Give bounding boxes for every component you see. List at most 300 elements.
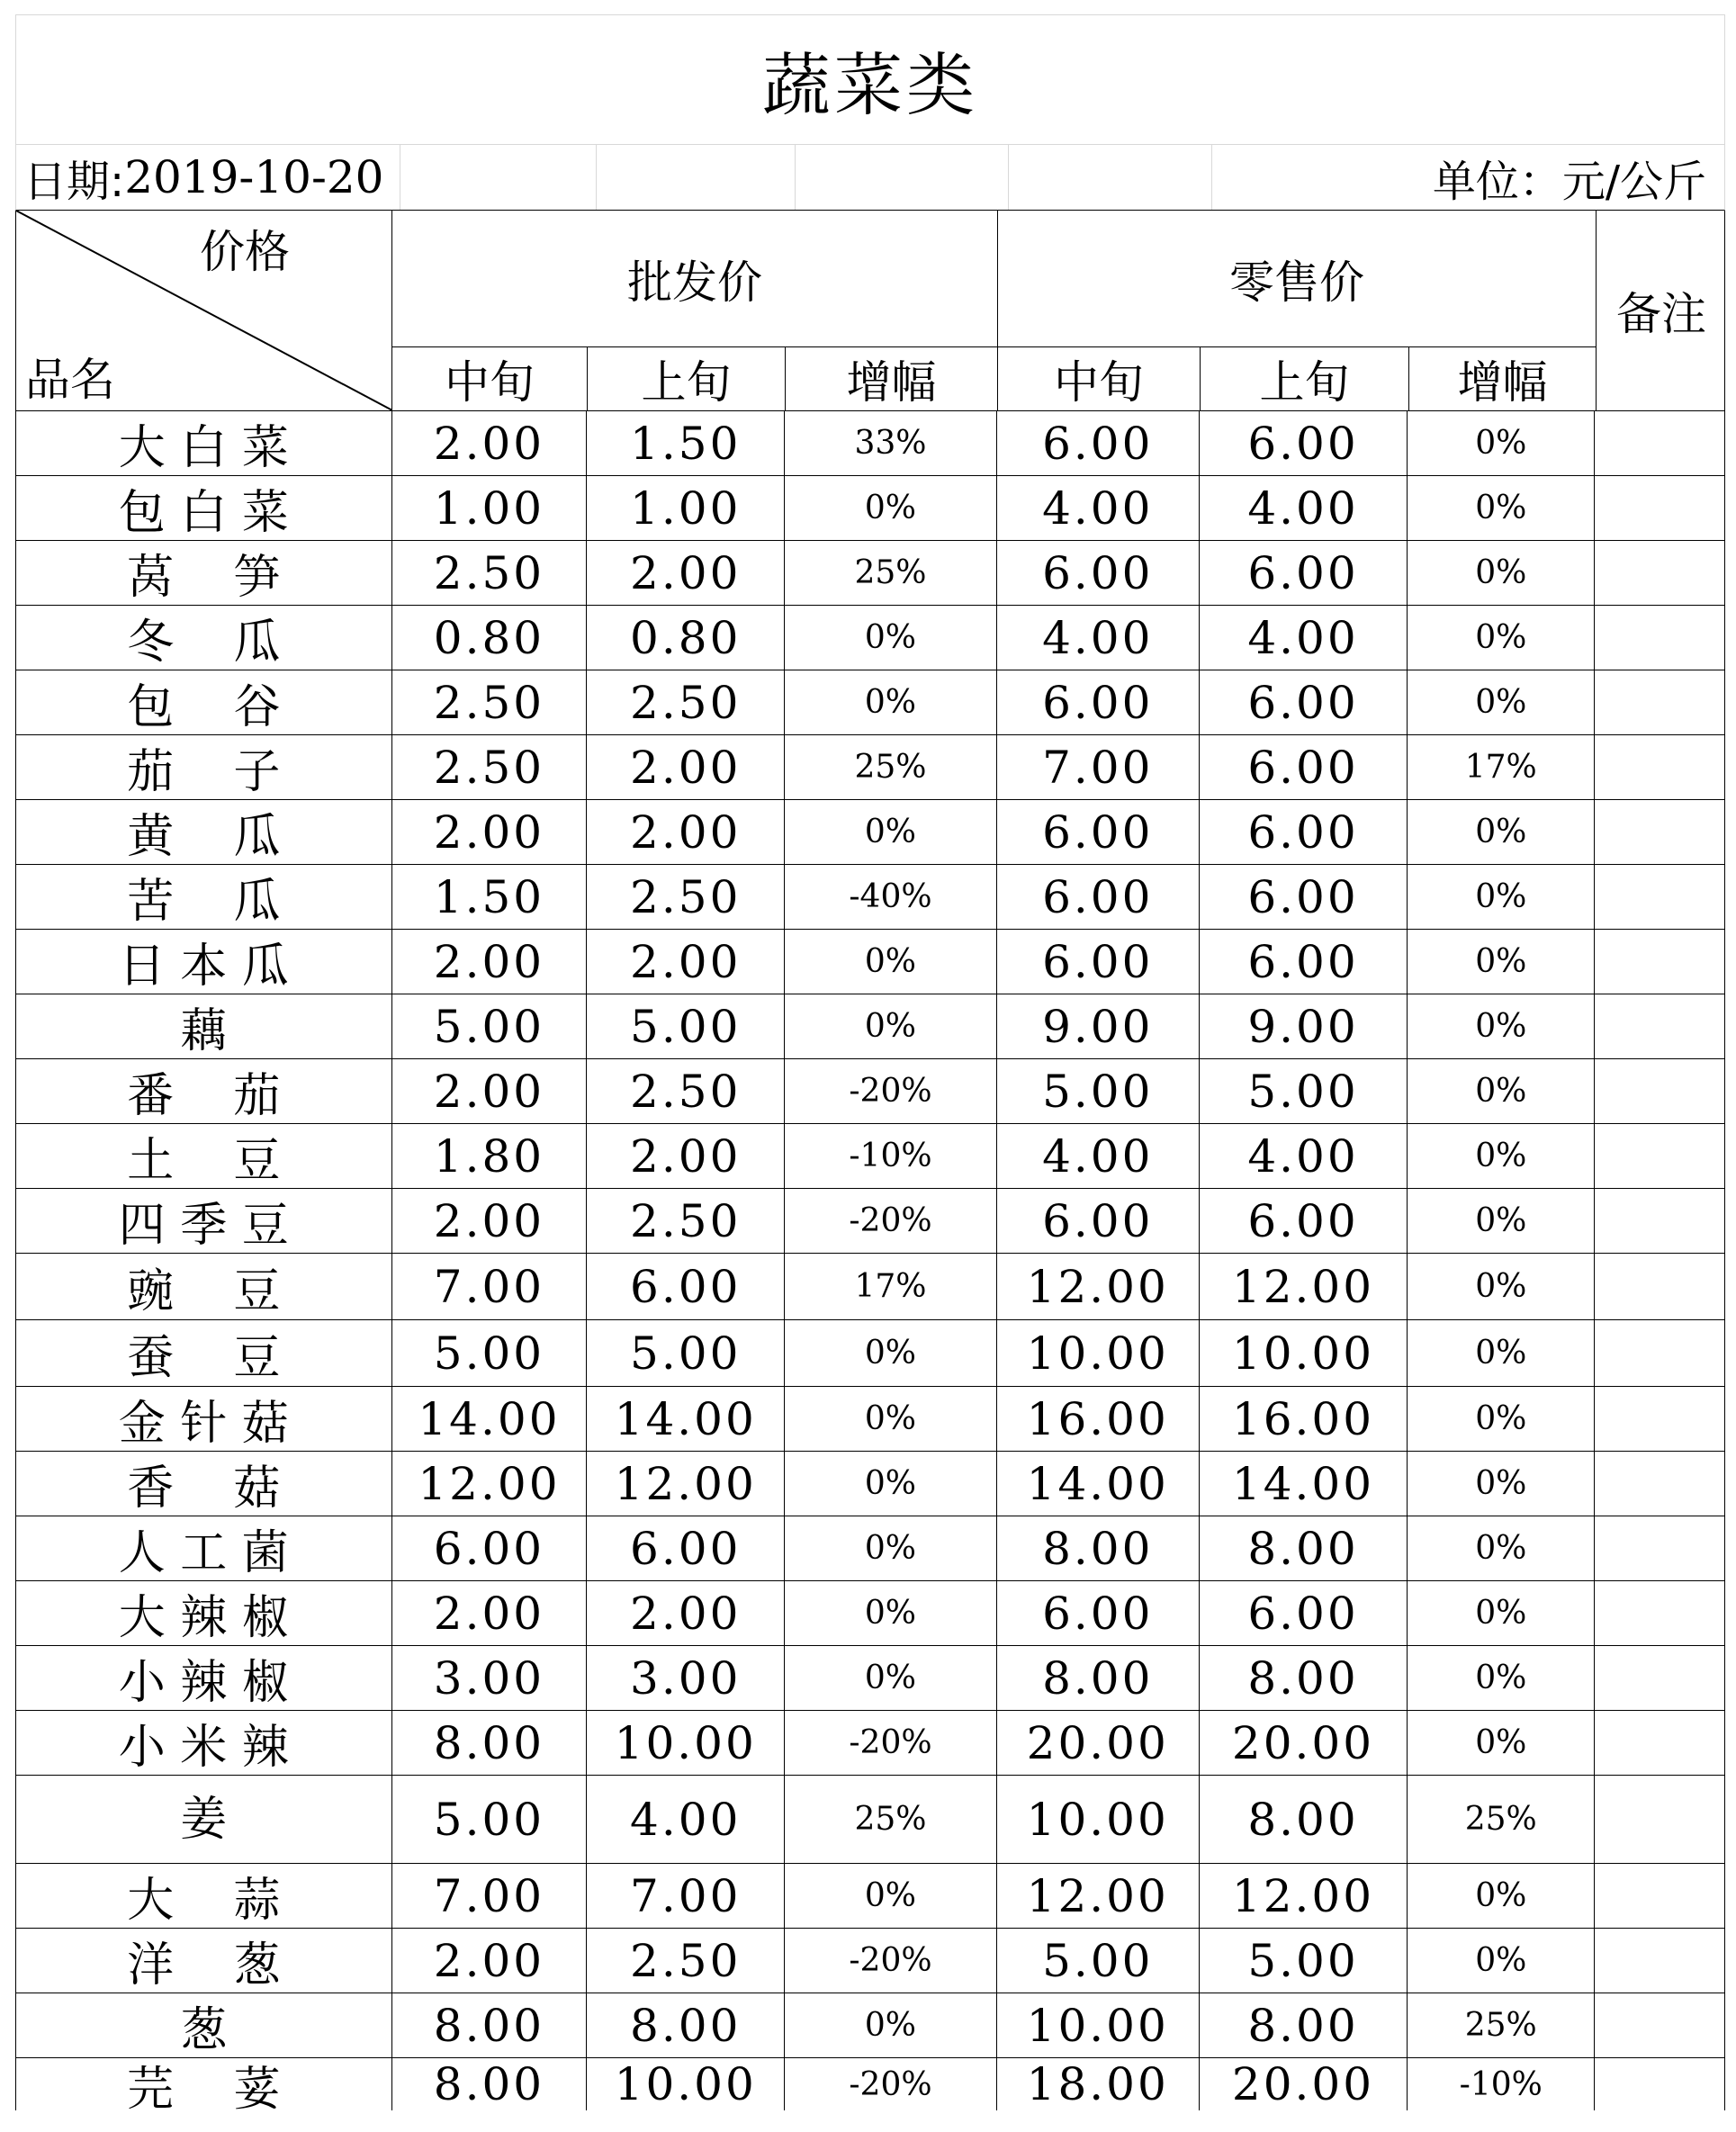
retail-mid-price: 6.00 — [1042, 805, 1154, 859]
table-row — [16, 1929, 1724, 1993]
remark-cell-cell — [1595, 1776, 1724, 1863]
remark-cell-cell — [1595, 476, 1724, 540]
remark-cell-cell — [1595, 2058, 1724, 2110]
retail-mid-price-cell — [997, 1711, 1200, 1775]
wholesale-increase-cell — [785, 1059, 997, 1123]
retail-prev-price: 6.00 — [1247, 676, 1359, 729]
retail-increase: 0% — [1475, 1400, 1527, 1437]
table-row — [16, 1387, 1724, 1452]
wholesale-increase-cell — [785, 1189, 997, 1253]
item-name-cell — [16, 1059, 392, 1123]
wholesale-increase-cell — [785, 1929, 997, 1993]
item-name: 蚕 豆 — [127, 1331, 281, 1385]
retail-increase: 0% — [1475, 1073, 1527, 1110]
table-body — [15, 411, 1725, 2117]
wholesale-increase: 0% — [864, 684, 917, 721]
wholesale-prev-price-cell — [587, 1993, 785, 2057]
remark-cell-cell — [1595, 541, 1724, 605]
wholesale-increase-cell — [785, 541, 997, 605]
sheet-title: 蔬菜类 — [762, 45, 978, 125]
date-value: 2019-10-20 — [124, 151, 384, 203]
retail-mid-price-cell — [997, 994, 1200, 1058]
retail-increase-cell — [1408, 1776, 1595, 1863]
wholesale-prev-price: 8.00 — [630, 1999, 742, 2052]
item-name-cell — [16, 800, 392, 864]
item-name: 洋 葱 — [127, 1939, 281, 1993]
retail-prev-price: 6.00 — [1247, 1194, 1359, 1247]
wholesale-mid-price-cell — [392, 411, 588, 475]
retail-increase: 0% — [1475, 943, 1527, 980]
wholesale-mid-price: 2.00 — [433, 417, 545, 470]
retail-prev-price: 6.00 — [1247, 805, 1359, 859]
item-name-cell — [16, 411, 392, 475]
item-name-cell — [16, 1516, 392, 1580]
wholesale-mid-price-cell — [392, 1711, 588, 1775]
wholesale-prev-price: 2.00 — [630, 805, 742, 859]
retail-increase: 0% — [1475, 554, 1527, 591]
table-row — [16, 670, 1724, 735]
wholesale-prev-price-cell — [587, 1516, 785, 1580]
wholesale-mid-price: 14.00 — [418, 1392, 561, 1445]
retail-increase-cell — [1408, 1581, 1595, 1645]
wholesale-increase: 0% — [864, 1465, 917, 1502]
wholesale-prev-price-cell — [587, 800, 785, 864]
wholesale-increase-cell — [785, 1516, 997, 1580]
item-name-cell — [16, 1646, 392, 1710]
retail-increase-cell — [1408, 1711, 1595, 1775]
retail-prev-price: 8.00 — [1247, 1522, 1359, 1575]
title-row — [15, 14, 1725, 145]
retail-mid-price: 7.00 — [1042, 741, 1154, 794]
wholesale-increase-cell — [785, 865, 997, 929]
wholesale-mid-price-cell — [392, 476, 588, 540]
item-name: 茄 子 — [127, 745, 281, 799]
retail-prev-price-cell — [1200, 1320, 1408, 1386]
wholesale-prev-price-cell — [587, 1387, 785, 1451]
remark-cell-cell — [1595, 1320, 1724, 1386]
item-name: 小 米 辣 — [118, 1721, 289, 1775]
wholesale-mid-header: 中旬 — [392, 347, 588, 410]
retail-increase-cell — [1408, 1452, 1595, 1516]
item-name: 冬 瓜 — [127, 616, 281, 670]
retail-mid-price-cell — [997, 1452, 1200, 1516]
item-name: 土 豆 — [127, 1134, 281, 1188]
wholesale-increase-cell — [785, 1254, 997, 1319]
retail-increase: 0% — [1475, 878, 1527, 915]
item-name-cell — [16, 735, 392, 799]
wholesale-prev-price: 1.50 — [630, 417, 742, 470]
wholesale-prev-price-cell — [587, 1189, 785, 1253]
retail-mid-price: 8.00 — [1042, 1651, 1154, 1705]
table-row — [16, 930, 1724, 994]
retail-mid-price-cell — [997, 541, 1200, 605]
retail-mid-price-cell — [997, 2058, 1200, 2110]
wholesale-mid-price: 7.00 — [433, 1869, 545, 1922]
retail-prev-price: 5.00 — [1247, 1934, 1359, 1987]
retail-mid-price-cell — [997, 1864, 1200, 1928]
retail-mid-price-cell — [997, 1059, 1200, 1123]
wholesale-increase-cell — [785, 1864, 997, 1928]
wholesale-increase: -40% — [849, 878, 932, 915]
wholesale-mid-price-cell — [392, 994, 588, 1058]
wholesale-mid-price: 5.00 — [433, 1000, 545, 1053]
price-sheet — [15, 14, 1725, 2117]
wholesale-increase-cell — [785, 735, 997, 799]
retail-mid-price-cell — [997, 1646, 1200, 1710]
wholesale-mid-price: 2.00 — [433, 935, 545, 988]
wholesale-prev-price-cell — [587, 2058, 785, 2110]
retail-prev-price-cell — [1200, 930, 1408, 994]
wholesale-mid-price: 8.00 — [433, 2058, 545, 2110]
empty-cell — [400, 145, 597, 210]
wholesale-prev-price: 0.80 — [630, 611, 742, 664]
wholesale-increase-cell — [785, 411, 997, 475]
wholesale-prev-price-cell — [587, 1254, 785, 1319]
retail-increase-cell — [1408, 1646, 1595, 1710]
item-name-cell — [16, 1864, 392, 1928]
retail-mid-price: 6.00 — [1042, 676, 1154, 729]
item-name-cell — [16, 1581, 392, 1645]
item-name-cell — [16, 1993, 392, 2057]
remark-cell-cell — [1595, 1646, 1724, 1710]
retail-increase-cell — [1408, 930, 1595, 994]
table-row — [16, 1993, 1724, 2058]
wholesale-increase: 0% — [864, 1877, 917, 1914]
wholesale-increase: -20% — [849, 1202, 932, 1239]
retail-increase: 0% — [1475, 1268, 1527, 1305]
wholesale-increase: 25% — [854, 749, 927, 786]
wholesale-prev-price-cell — [587, 1581, 785, 1645]
wholesale-mid-price-cell — [392, 1646, 588, 1710]
retail-prev-price-cell — [1200, 865, 1408, 929]
wholesale-mid-price: 3.00 — [433, 1651, 545, 1705]
retail-mid-price-cell — [997, 1189, 1200, 1253]
retail-prev-price-cell — [1200, 1387, 1408, 1451]
retail-mid-price: 20.00 — [1026, 1716, 1169, 1769]
retail-prev-price-cell — [1200, 606, 1408, 670]
wholesale-mid-price: 1.00 — [433, 481, 545, 535]
wholesale-prev-price-cell — [587, 1929, 785, 1993]
retail-mid-price: 18.00 — [1026, 2058, 1169, 2110]
retail-mid-price-cell — [997, 735, 1200, 799]
wholesale-prev-price: 2.50 — [630, 1065, 742, 1118]
wholesale-mid-price-cell — [392, 1124, 588, 1188]
unit-label: 单位：元/公斤 — [1432, 156, 1706, 207]
retail-mid-price-cell — [997, 1516, 1200, 1580]
wholesale-prev-price: 2.00 — [630, 1129, 742, 1183]
retail-increase: 0% — [1475, 814, 1527, 850]
wholesale-increase-cell — [785, 800, 997, 864]
item-name: 豌 豆 — [127, 1264, 281, 1318]
wholesale-prev-price-cell — [587, 411, 785, 475]
retail-prev-price-cell — [1200, 670, 1408, 734]
table-row — [16, 541, 1724, 606]
table-row — [16, 1320, 1724, 1387]
wholesale-increase: -20% — [849, 1724, 932, 1761]
remark-cell-cell — [1595, 1581, 1724, 1645]
wholesale-mid-price: 2.00 — [433, 1194, 545, 1247]
item-name-cell — [16, 606, 392, 670]
retail-mid-price-cell — [997, 1776, 1200, 1863]
retail-prev-price: 6.00 — [1247, 870, 1359, 923]
retail-prev-price: 12.00 — [1231, 1869, 1375, 1922]
retail-prev-price: 16.00 — [1231, 1392, 1375, 1445]
retail-prev-price-cell — [1200, 800, 1408, 864]
date-label: 日期: — [23, 156, 125, 207]
retail-prev-price: 6.00 — [1247, 546, 1359, 599]
retail-increase-cell — [1408, 1320, 1595, 1386]
wholesale-increase-cell — [785, 2058, 997, 2110]
remark-cell-cell — [1595, 1189, 1724, 1253]
wholesale-prev-price-cell — [587, 1320, 785, 1386]
item-name: 人 工 菌 — [118, 1526, 289, 1580]
item-name-cell — [16, 1387, 392, 1451]
date-cell — [16, 145, 400, 210]
retail-mid-price-cell — [997, 670, 1200, 734]
wholesale-header: 批发价 — [392, 211, 998, 347]
wholesale-increase-cell — [785, 994, 997, 1058]
retail-prev-price: 14.00 — [1231, 1457, 1375, 1510]
retail-prev-price: 8.00 — [1247, 1793, 1359, 1846]
meta-row — [15, 145, 1725, 211]
wholesale-mid-price-cell — [392, 1864, 588, 1928]
retail-prev-price: 10.00 — [1231, 1327, 1375, 1380]
wholesale-increase: 0% — [864, 490, 917, 526]
wholesale-mid-price-cell — [392, 735, 588, 799]
wholesale-prev-price: 2.00 — [630, 546, 742, 599]
retail-increase-cell — [1408, 1993, 1595, 2057]
wholesale-prev-price-cell — [587, 1864, 785, 1928]
retail-increase-cell — [1408, 2058, 1595, 2110]
retail-prev-price: 6.00 — [1247, 741, 1359, 794]
table-row — [16, 994, 1724, 1059]
remark-cell-cell — [1595, 1452, 1724, 1516]
retail-mid-price: 6.00 — [1042, 935, 1154, 988]
wholesale-increase: -20% — [849, 2065, 932, 2103]
item-name: 黄 瓜 — [127, 810, 281, 864]
retail-increase: 0% — [1475, 490, 1527, 526]
item-name-cell — [16, 1711, 392, 1775]
remark-cell-cell — [1595, 865, 1724, 929]
retail-mid-price: 8.00 — [1042, 1522, 1154, 1575]
retail-increase: 0% — [1475, 1724, 1527, 1761]
retail-increase: 0% — [1475, 1008, 1527, 1045]
wholesale-prev-price-cell — [587, 476, 785, 540]
wholesale-mid-price-cell — [392, 1320, 588, 1386]
wholesale-mid-price: 7.00 — [433, 1260, 545, 1313]
item-name: 日 本 瓜 — [118, 940, 289, 994]
wholesale-increase: 25% — [854, 1801, 927, 1838]
wholesale-prev-price-cell — [587, 930, 785, 994]
wholesale-increase-cell — [785, 1993, 997, 2057]
wholesale-increase: 0% — [864, 1335, 917, 1372]
wholesale-increase: 17% — [854, 1268, 927, 1305]
retail-mid-price: 10.00 — [1026, 1793, 1169, 1846]
item-name-cell — [16, 476, 392, 540]
wholesale-mid-price: 2.00 — [433, 1934, 545, 1987]
wholesale-increase-cell — [785, 1387, 997, 1451]
wholesale-increase-cell — [785, 1320, 997, 1386]
wholesale-prev-price-cell — [587, 735, 785, 799]
wholesale-prev-price-cell — [587, 1646, 785, 1710]
table-row — [16, 735, 1724, 800]
wholesale-prev-price-cell — [587, 865, 785, 929]
retail-mid-price: 4.00 — [1042, 481, 1154, 535]
retail-mid-price: 5.00 — [1042, 1934, 1154, 1987]
retail-prev-price: 12.00 — [1231, 1260, 1375, 1313]
table-row — [16, 476, 1724, 541]
wholesale-mid-price-cell — [392, 1452, 588, 1516]
corner-header — [16, 211, 392, 410]
remark-cell-cell — [1595, 1059, 1724, 1123]
wholesale-increase: 0% — [864, 1660, 917, 1696]
wholesale-mid-price-cell — [392, 865, 588, 929]
wholesale-prev-price: 2.50 — [630, 1194, 742, 1247]
table-row — [16, 1124, 1724, 1189]
wholesale-prev-price: 2.00 — [630, 935, 742, 988]
wholesale-prev-price-cell — [587, 541, 785, 605]
item-name: 藕 — [180, 1004, 228, 1058]
wholesale-prev-price: 2.50 — [630, 1934, 742, 1987]
retail-mid-price: 9.00 — [1042, 1000, 1154, 1053]
retail-prev-price-cell — [1200, 1711, 1408, 1775]
wholesale-prev-price: 2.00 — [630, 741, 742, 794]
wholesale-increase: 0% — [864, 2007, 917, 2044]
item-name-cell — [16, 865, 392, 929]
remark-cell-cell — [1595, 735, 1724, 799]
item-name-cell — [16, 1189, 392, 1253]
wholesale-mid-price: 2.00 — [433, 1065, 545, 1118]
retail-mid-price: 6.00 — [1042, 870, 1154, 923]
wholesale-prev-price: 3.00 — [630, 1651, 742, 1705]
remark-cell-cell — [1595, 1993, 1724, 2057]
retail-increase: 0% — [1475, 684, 1527, 721]
wholesale-mid-price-cell — [392, 1929, 588, 1993]
wholesale-increase: -20% — [849, 1942, 932, 1979]
retail-increase-cell — [1408, 735, 1595, 799]
wholesale-prev-price-cell — [587, 1776, 785, 1863]
retail-increase: 17% — [1464, 749, 1537, 786]
retail-prev-price-cell — [1200, 1776, 1408, 1863]
table-header — [15, 211, 1725, 411]
wholesale-increase: 0% — [864, 1008, 917, 1045]
wholesale-prev-price: 2.50 — [630, 870, 742, 923]
wholesale-mid-price: 2.00 — [433, 805, 545, 859]
item-name: 大 辣 椒 — [118, 1591, 289, 1645]
table-row — [16, 1189, 1724, 1254]
wholesale-mid-price-cell — [392, 930, 588, 994]
retail-mid-price: 4.00 — [1042, 611, 1154, 664]
item-name: 大 蒜 — [127, 1874, 281, 1928]
retail-increase-cell — [1408, 411, 1595, 475]
retail-prev-price-cell — [1200, 1516, 1408, 1580]
wholesale-mid-price-cell — [392, 670, 588, 734]
retail-prev-price-cell — [1200, 994, 1408, 1058]
retail-prev-price-cell — [1200, 1189, 1408, 1253]
retail-increase-cell — [1408, 606, 1595, 670]
wholesale-prev-price: 10.00 — [614, 2058, 757, 2110]
wholesale-mid-price-cell — [392, 2058, 588, 2110]
wholesale-prev-price-cell — [587, 1059, 785, 1123]
remark-cell-cell — [1595, 1387, 1724, 1451]
retail-mid-price-cell — [997, 606, 1200, 670]
retail-prev-price-cell — [1200, 2058, 1408, 2110]
retail-increase: 0% — [1475, 1138, 1527, 1174]
wholesale-increase-cell — [785, 930, 997, 994]
wholesale-increase-cell — [785, 1646, 997, 1710]
retail-mid-price-cell — [997, 1993, 1200, 2057]
empty-cell — [1009, 145, 1212, 210]
item-name-cell — [16, 930, 392, 994]
wholesale-prev-price-cell — [587, 670, 785, 734]
retail-mid-price-cell — [997, 476, 1200, 540]
wholesale-increase-cell — [785, 1581, 997, 1645]
item-name: 大 白 菜 — [118, 421, 289, 475]
wholesale-mid-price-cell — [392, 541, 588, 605]
retail-prev-price-cell — [1200, 541, 1408, 605]
wholesale-increase-cell — [785, 1452, 997, 1516]
wholesale-increase: 33% — [854, 425, 927, 462]
item-name: 姜 — [180, 1793, 228, 1847]
wholesale-prev-price: 6.00 — [630, 1522, 742, 1575]
remark-cell-cell — [1595, 1254, 1724, 1319]
item-name-cell — [16, 1320, 392, 1386]
retail-increase-cell — [1408, 1059, 1595, 1123]
retail-mid-price: 14.00 — [1026, 1457, 1169, 1510]
retail-header: 零售价 — [998, 211, 1597, 347]
retail-mid-price: 10.00 — [1026, 1999, 1169, 2052]
retail-prev-price-cell — [1200, 1929, 1408, 1993]
item-name: 包 谷 — [127, 680, 281, 734]
table-row — [16, 606, 1724, 670]
table-row — [16, 800, 1724, 865]
wholesale-increase: -10% — [849, 1138, 932, 1174]
retail-mid-price: 10.00 — [1026, 1327, 1169, 1380]
wholesale-mid-price: 2.50 — [433, 741, 545, 794]
retail-mid-price: 4.00 — [1042, 1129, 1154, 1183]
retail-increase: 25% — [1464, 2007, 1537, 2044]
remark-cell-cell — [1595, 1864, 1724, 1928]
retail-mid-price-cell — [997, 930, 1200, 994]
item-name-cell — [16, 2058, 392, 2117]
table-row — [16, 1864, 1724, 1929]
retail-increase-header: 增幅 — [1409, 347, 1597, 410]
wholesale-prev-price-cell — [587, 994, 785, 1058]
table-row — [16, 865, 1724, 930]
wholesale-mid-price: 8.00 — [433, 1716, 545, 1769]
item-name-cell — [16, 1452, 392, 1516]
table-row — [16, 1059, 1724, 1124]
wholesale-prev-header: 上旬 — [588, 347, 786, 410]
wholesale-increase-cell — [785, 1776, 997, 1863]
retail-increase-cell — [1408, 865, 1595, 929]
price-label: 价格 — [200, 226, 290, 278]
remark-cell-cell — [1595, 411, 1724, 475]
remark-header: 备注 — [1616, 288, 1706, 340]
retail-increase-cell — [1408, 994, 1595, 1058]
wholesale-mid-price: 8.00 — [433, 1999, 545, 2052]
retail-prev-price-cell — [1200, 1124, 1408, 1188]
retail-increase: 0% — [1475, 1877, 1527, 1914]
table-row — [16, 1581, 1724, 1646]
retail-increase-cell — [1408, 1254, 1595, 1319]
wholesale-prev-price: 5.00 — [630, 1000, 742, 1053]
retail-increase: 0% — [1475, 1202, 1527, 1239]
item-name: 苦 瓜 — [127, 875, 281, 929]
retail-increase: 0% — [1475, 1942, 1527, 1979]
table-row — [16, 1452, 1724, 1516]
wholesale-mid-price: 1.50 — [433, 870, 545, 923]
